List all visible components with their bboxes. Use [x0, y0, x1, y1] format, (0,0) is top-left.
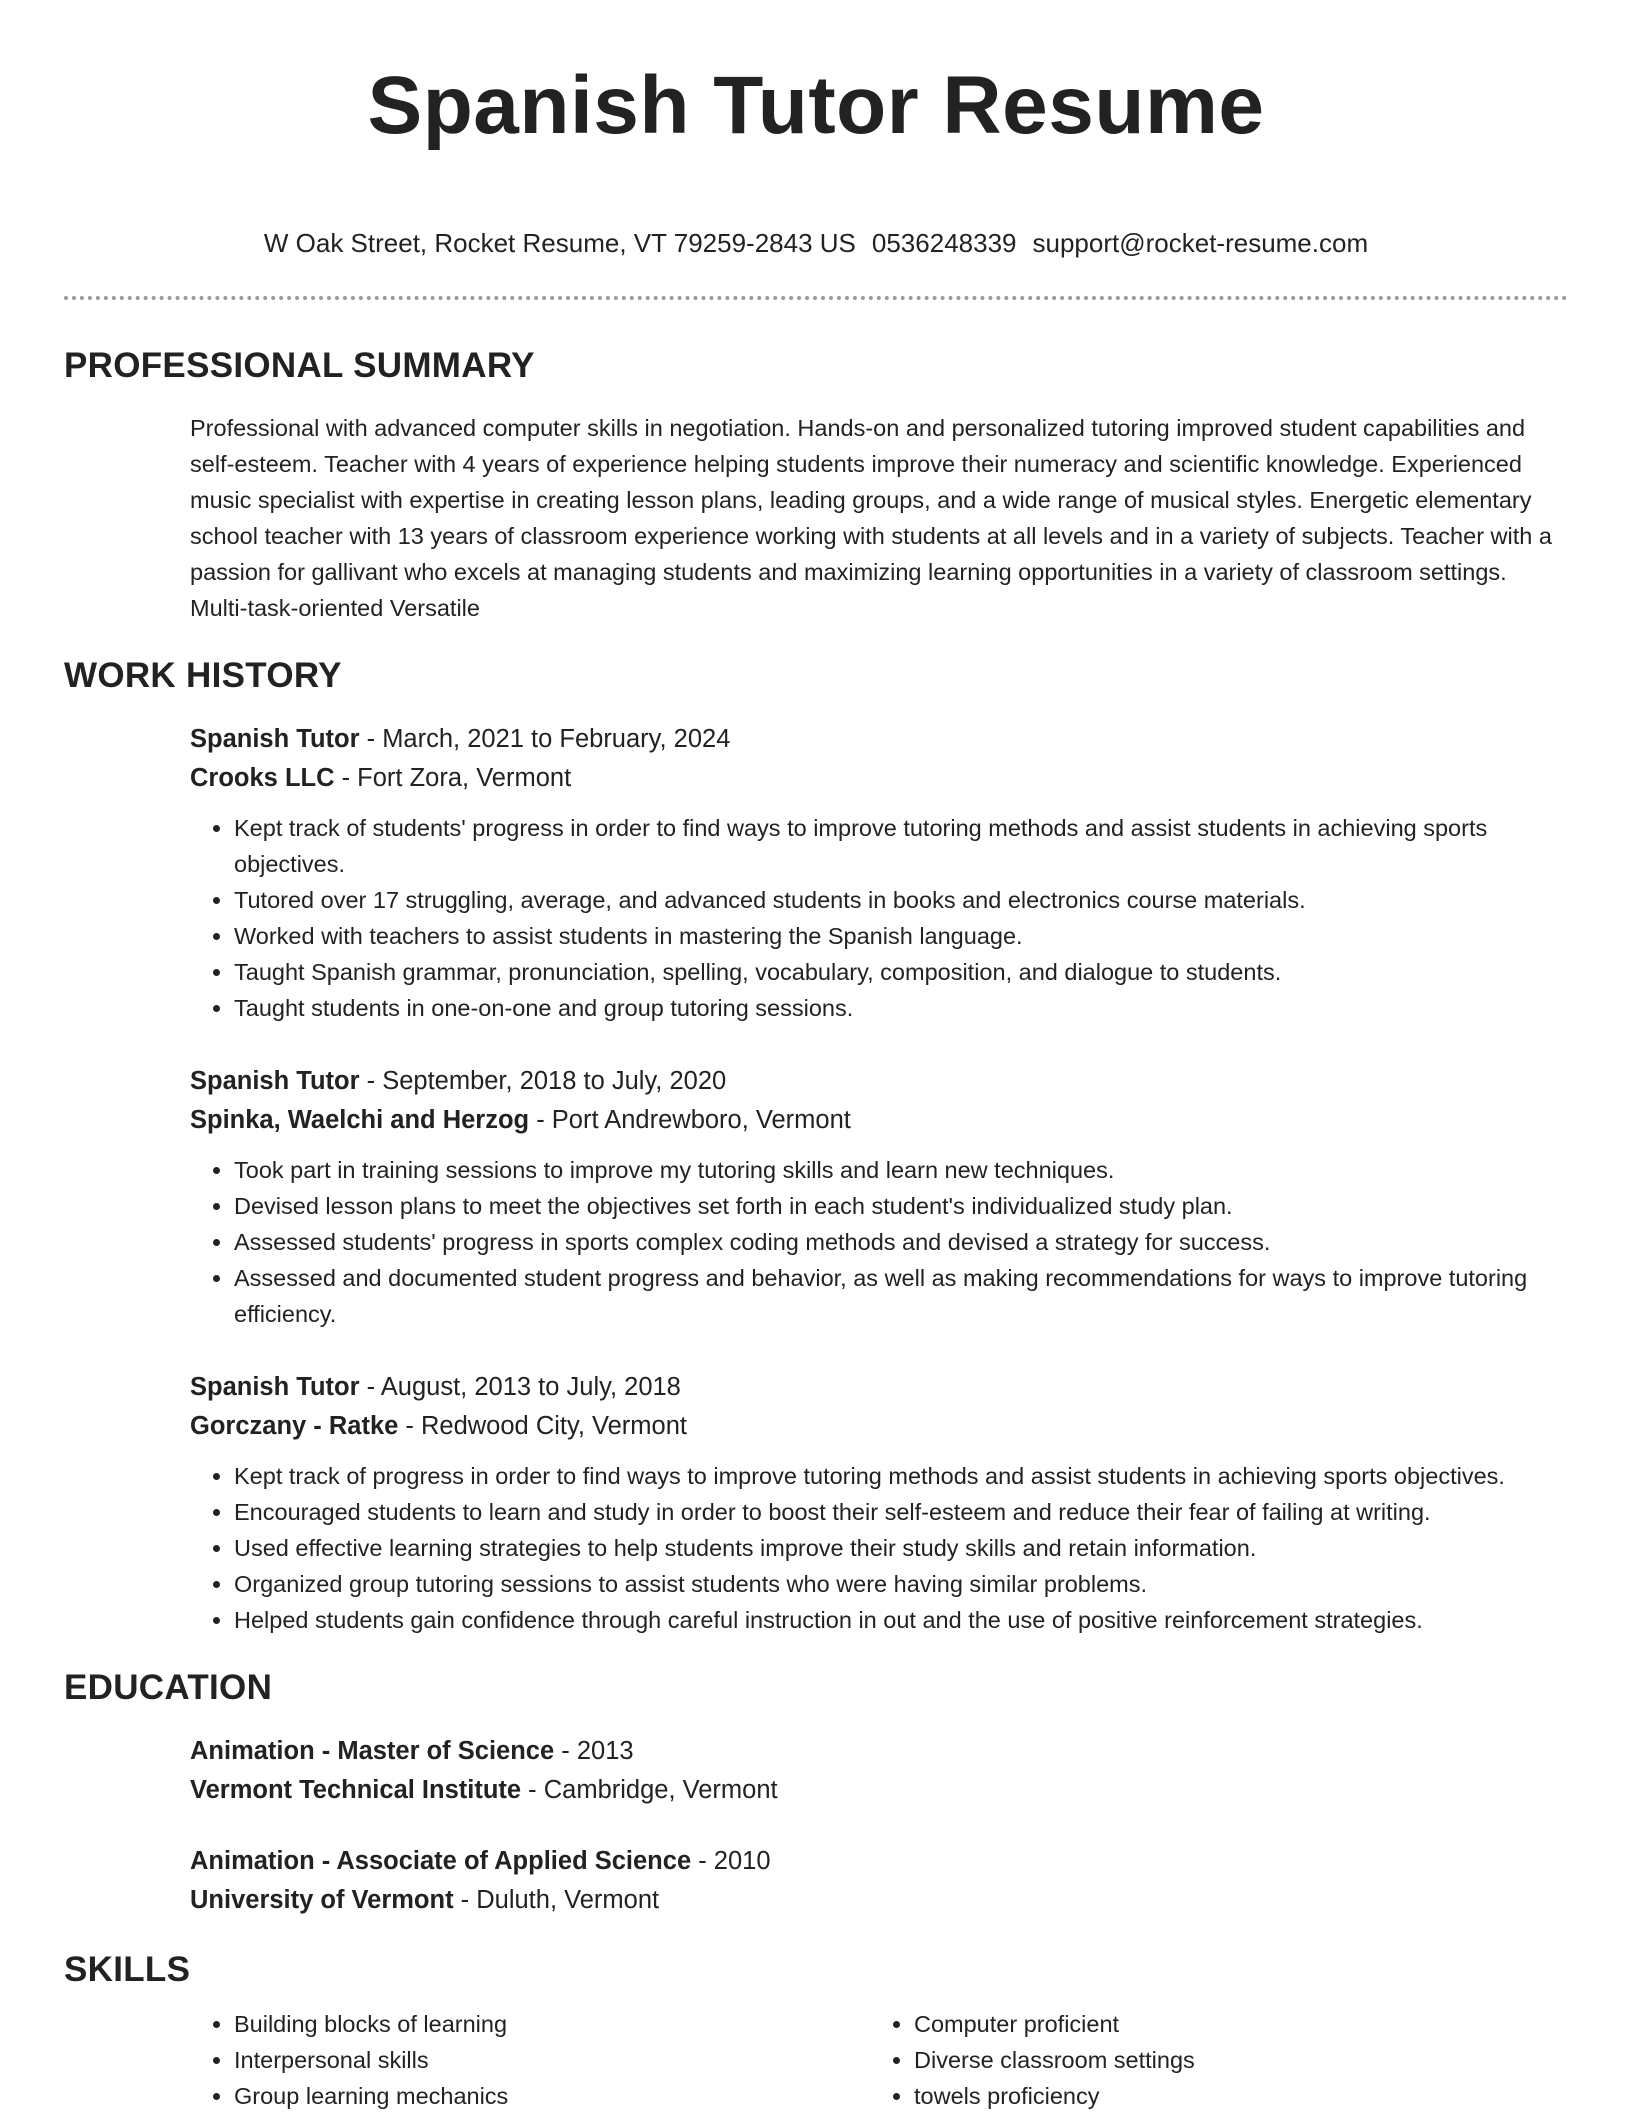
job-bullets — [190, 1152, 1568, 1332]
job-bullet: • Kept track of students' progress in order to find ways to improve tutoring methods and assist students in achieving sports objectives. — [234, 810, 1568, 882]
header-divider — [64, 296, 1568, 300]
job-bullet: • Devised lesson plans to meet the objectives set forth in each student's individualized study plan. — [234, 1188, 1568, 1224]
job-entry — [190, 1368, 1568, 1638]
education-year: - 2013 — [554, 1737, 634, 1765]
summary-text: Professional with advanced computer skills in negotiation. Hands-on and personalized tutoring improved student capabilities and self-esteem. Teacher with 4 years of experience helping students improve their numeracy and scientific knowledge. Experienced music specialist with expertise in creating lesson plans, leading groups, and a wide range of musical styles. Energetic elementary school teacher with 13 years of classroom experience working with students at all levels and in a variety of subjects. Teacher with a passion for gallivant who excels at managing students and maximizing learning opportunities in a variety of classroom settings. Multi-task-oriented Versatile — [190, 415, 1552, 621]
section-title-work: WORK HISTORY — [64, 656, 342, 695]
job-bullet: • Taught Spanish grammar, pronunciation, spelling, vocabulary, composition, and dialogue to students. — [234, 954, 1568, 990]
section-title-education: EDUCATION — [64, 1668, 273, 1707]
skills-column-right — [870, 2006, 1550, 2114]
education-school: Vermont Technical Institute — [190, 1776, 522, 1804]
education-section — [64, 1666, 1568, 1920]
contact-info — [64, 226, 1568, 260]
summary-section — [64, 344, 1568, 626]
job-bullet: • Encouraged students to learn and study in order to boost their self-esteem and reduce their fear of failing at writing. — [234, 1494, 1568, 1530]
job-bullet: • Worked with teachers to assist students in mastering the Spanish language. — [234, 918, 1568, 954]
job-bullet: • Assessed students' progress in sports complex coding methods and devised a strategy for success. — [234, 1224, 1568, 1260]
section-title-skills: SKILLS — [64, 1950, 191, 1989]
job-location: - Port Andrewboro, Vermont — [529, 1106, 851, 1134]
skill-item: • towels proficiency — [914, 2078, 1550, 2114]
job-dates: - August, 2013 to July, 2018 — [359, 1373, 681, 1401]
skills-grid — [190, 2006, 1568, 2114]
education-entry — [190, 1842, 1568, 1920]
education-degree: Animation - Associate of Applied Science — [190, 1847, 692, 1875]
skills-section — [64, 1948, 1568, 2114]
education-year: - 2010 — [691, 1847, 771, 1875]
skill-item: • Interpersonal skills — [234, 2042, 870, 2078]
job-company: Crooks LLC — [190, 764, 335, 792]
job-bullets — [190, 1458, 1568, 1638]
job-bullet: • Helped students gain confidence through careful instruction in out and the use of positive reinforcement strategies. — [234, 1602, 1568, 1638]
job-location: - Redwood City, Vermont — [398, 1412, 687, 1440]
job-bullet: • Took part in training sessions to improve my tutoring skills and learn new techniques. — [234, 1152, 1568, 1188]
education-location: - Cambridge, Vermont — [521, 1776, 778, 1804]
education-location: - Duluth, Vermont — [453, 1886, 660, 1914]
job-bullets — [190, 810, 1568, 1026]
job-bullet: • Organized group tutoring sessions to assist students who were having similar problems. — [234, 1566, 1568, 1602]
job-bullet: • Assessed and documented student progress and behavior, as well as making recommendations for ways to improve tutoring efficiency. — [234, 1260, 1568, 1332]
job-role: Spanish Tutor — [190, 725, 360, 753]
job-bullet: • Kept track of progress in order to find ways to improve tutoring methods and assist students in achieving sports objectives. — [234, 1458, 1568, 1494]
education-degree: Animation - Master of Science — [190, 1737, 555, 1765]
job-company: Spinka, Waelchi and Herzog — [190, 1106, 530, 1134]
job-entry — [190, 1062, 1568, 1332]
job-company: Gorczany - Ratke — [190, 1412, 399, 1440]
work-history-section — [64, 654, 1568, 1638]
resume-page — [64, 0, 1568, 2114]
job-dates: - March, 2021 to February, 2024 — [359, 725, 731, 753]
resume-title: Spanish Tutor Resume — [367, 60, 1265, 151]
job-entry — [190, 720, 1568, 1026]
job-location: - Fort Zora, Vermont — [334, 764, 572, 792]
job-role: Spanish Tutor — [190, 1067, 360, 1095]
education-entry — [190, 1732, 1568, 1810]
job-bullet: • Taught students in one-on-one and group tutoring sessions. — [234, 990, 1568, 1026]
section-title-summary: PROFESSIONAL SUMMARY — [64, 346, 535, 385]
contact-address: W Oak Street, Rocket Resume, VT 79259-2843 US — [263, 228, 856, 258]
skills-column-left — [190, 2006, 870, 2114]
skill-item: • Building blocks of learning — [234, 2006, 870, 2042]
contact-email[interactable]: support@rocket-resume.com — [1032, 228, 1369, 258]
skill-item: • Diverse classroom settings — [914, 2042, 1550, 2078]
skill-item: • Computer proficient — [914, 2006, 1550, 2042]
contact-phone: 0536248339 — [871, 228, 1017, 258]
job-bullet: • Tutored over 17 struggling, average, and advanced students in books and electronics course materials. — [234, 882, 1568, 918]
job-role: Spanish Tutor — [190, 1373, 360, 1401]
job-dates: - September, 2018 to July, 2020 — [359, 1067, 727, 1095]
skill-item: • Group learning mechanics — [234, 2078, 870, 2114]
education-school: University of Vermont — [190, 1886, 454, 1914]
job-bullet: • Used effective learning strategies to help students improve their study skills and retain information. — [234, 1530, 1568, 1566]
resume-header — [64, 0, 1568, 260]
